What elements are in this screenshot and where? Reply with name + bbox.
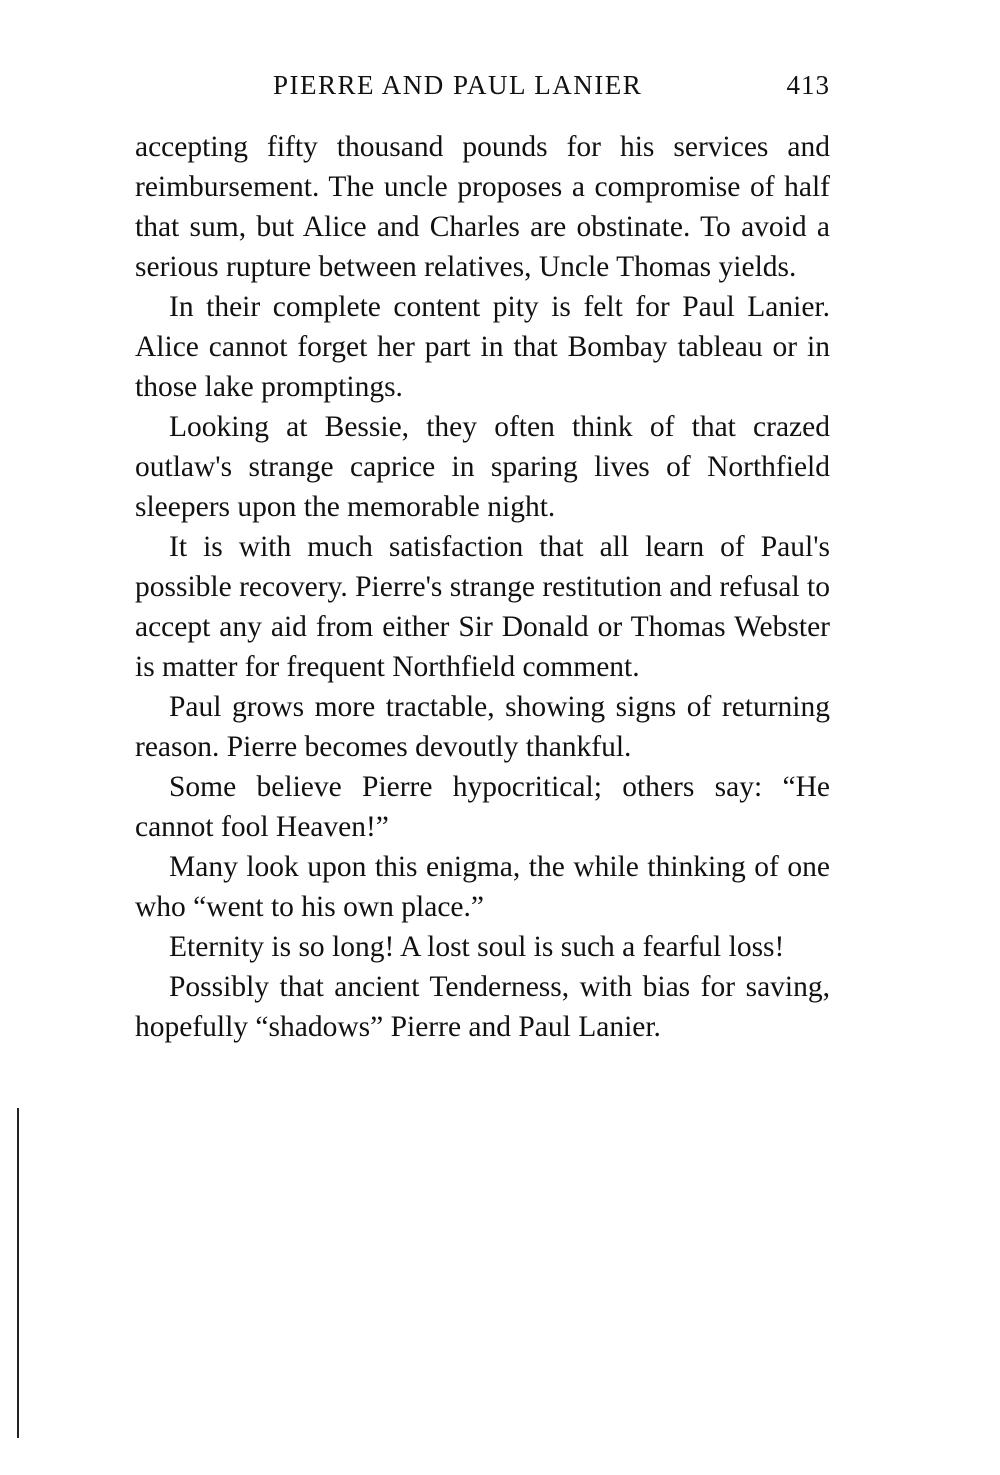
paragraph: Many look upon this enigma, the while thinking of one who “went to his own place.” bbox=[135, 851, 830, 923]
body-text bbox=[135, 127, 830, 1047]
paragraph: Looking at Bessie, they often think of that crazed outlaw's strange caprice in sparing lives of Northfield sleepers upon the memorable night. bbox=[135, 411, 830, 523]
paragraph: Paul grows more tractable, showing signs of returning reason. Pierre becomes devoutly thankful. bbox=[135, 691, 830, 763]
paragraph: Some believe Pierre hypocritical; others say: “He cannot fool Heaven!” bbox=[135, 771, 830, 843]
paragraph: Eternity is so long! A lost soul is such a fearful loss! bbox=[169, 931, 785, 963]
paragraph: In their complete content pity is felt for Paul Lanier. Alice cannot forget her part in that Bombay tableau or in those lake promptings. bbox=[135, 291, 830, 403]
page-header bbox=[135, 70, 830, 110]
paragraph: Possibly that ancient Tenderness, with bias for saving, hopefully “shadows” Pierre and Paul Lanier. bbox=[135, 971, 830, 1043]
scan-margin-line bbox=[17, 1108, 19, 1438]
running-title: PIERRE AND PAUL LANIER bbox=[273, 70, 643, 100]
paragraph: accepting fifty thousand pounds for his services and reimbursement. The uncle proposes a compromise of half that sum, but Alice and Charles are obstinate. To avoid a serious rupture between relatives, Uncle Thomas yields. bbox=[135, 131, 830, 283]
paragraph: It is with much satisfaction that all learn of Paul's possible recovery. Pierre's strange restitution and refusal to accept any aid from either Sir Donald or Thomas Webster is matter for frequent Northfield comment. bbox=[135, 531, 830, 683]
page-number: 413 bbox=[786, 70, 830, 100]
